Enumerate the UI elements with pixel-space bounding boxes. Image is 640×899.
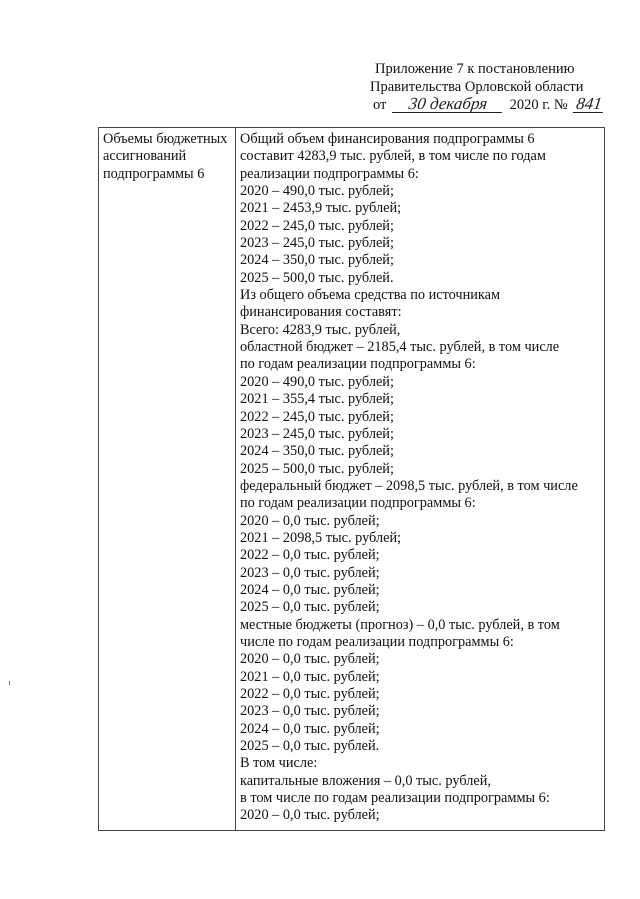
right-cell-line: 2024 – 0,0 тыс. рублей; — [240, 720, 380, 737]
right-cell-line: составит 4283,9 тыс. рублей, в том числе по годам — [240, 148, 546, 165]
right-cell-line: 2025 – 500,0 тыс. рублей; — [240, 460, 394, 477]
right-cell-line: 2020 – 0,0 тыс. рублей; — [240, 512, 380, 529]
left-cell-line: Объемы бюджетных — [103, 131, 228, 147]
right-cell-line: 2021 – 0,0 тыс. рублей; — [240, 668, 380, 685]
right-cell-line: 2023 – 245,0 тыс. рублей; — [240, 425, 394, 442]
left-cell-line: подпрограммы 6 — [103, 165, 205, 182]
right-cell-line: 2020 – 490,0 тыс. рублей; — [240, 183, 394, 200]
right-cell-line: 2022 – 245,0 тыс. рублей; — [240, 217, 394, 234]
right-cell — [236, 128, 605, 831]
right-cell-line: 2023 – 245,0 тыс. рублей; — [240, 235, 394, 252]
right-cell-line: 2023 – 0,0 тыс. рублей; — [240, 703, 380, 720]
right-cell-line: Общий объем финансирования подпрограммы 6 — [240, 131, 535, 147]
right-cell-line: реализации подпрограммы 6: — [240, 165, 419, 182]
right-cell-line: 2025 – 0,0 тыс. рублей. — [240, 738, 380, 755]
table-row — [99, 128, 605, 831]
right-cell-line: Из общего объема средства по источникам — [240, 287, 501, 304]
budget-allocations-table — [98, 127, 605, 831]
header-appendix-line: Приложение 7 к постановлению — [375, 61, 575, 77]
header-year-text: 2020 г. № — [509, 97, 568, 113]
left-cell-line: ассигнований — [103, 148, 187, 165]
right-cell-line: 2024 – 350,0 тыс. рублей; — [240, 252, 394, 269]
right-cell-line: В том числе: — [240, 755, 318, 772]
right-cell-line: 2024 – 350,0 тыс. рублей; — [240, 443, 394, 460]
right-cell-line: финансирования составят: — [240, 304, 402, 321]
scan-speck — [9, 681, 10, 685]
right-cell-line: 2021 – 2098,5 тыс. рублей; — [240, 529, 402, 546]
handwritten-date: 30 декабря — [392, 96, 504, 113]
right-cell-line: 2022 – 0,0 тыс. рублей; — [240, 686, 380, 702]
right-cell-line: 2023 – 0,0 тыс. рублей; — [240, 564, 380, 581]
right-cell-line: федеральный бюджет – 2098,5 тыс. рублей, в том числе — [240, 477, 578, 494]
right-cell-line: 2021 – 2453,9 тыс. рублей; — [240, 200, 402, 217]
right-cell-line: по годам реализации подпрограммы 6: — [240, 495, 476, 512]
right-cell-line: числе по годам реализации подпрограммы 6: — [240, 633, 514, 650]
right-cell-line: 2024 – 0,0 тыс. рублей; — [240, 581, 380, 598]
right-cell-line: в том числе по годам реализации подпрограммы 6: — [240, 790, 550, 807]
right-cell-line: местные бюджеты (прогноз) – 0,0 тыс. рублей, в том — [240, 616, 560, 633]
right-cell-line: Всего: 4283,9 тыс. рублей, — [240, 321, 401, 338]
right-cell-line: по годам реализации подпрограммы 6: — [240, 356, 476, 373]
right-cell-line: капитальные вложения – 0,0 тыс. рублей, — [240, 772, 491, 789]
left-cell — [99, 128, 236, 831]
handwritten-number: 841 — [573, 96, 605, 113]
header-from-prefix: от — [373, 97, 387, 113]
right-cell-line: 2025 – 0,0 тыс. рублей; — [240, 599, 380, 616]
header-date-number-line — [373, 96, 604, 114]
right-cell-line: 2020 – 490,0 тыс. рублей; — [240, 373, 394, 390]
right-cell-line: 2021 – 355,4 тыс. рублей; — [240, 391, 394, 408]
right-cell-line: 2022 – 245,0 тыс. рублей; — [240, 408, 394, 425]
right-cell-line: областной бюджет – 2185,4 тыс. рублей, в том числе — [240, 339, 560, 356]
header-government-line: Правительства Орловской области — [370, 79, 584, 95]
right-cell-line: 2022 – 0,0 тыс. рублей; — [240, 547, 380, 564]
right-cell-line: 2025 – 500,0 тыс. рублей. — [240, 269, 394, 286]
right-cell-line: 2020 – 0,0 тыс. рублей; — [240, 651, 380, 668]
right-cell-line: 2020 – 0,0 тыс. рублей; — [240, 807, 380, 824]
